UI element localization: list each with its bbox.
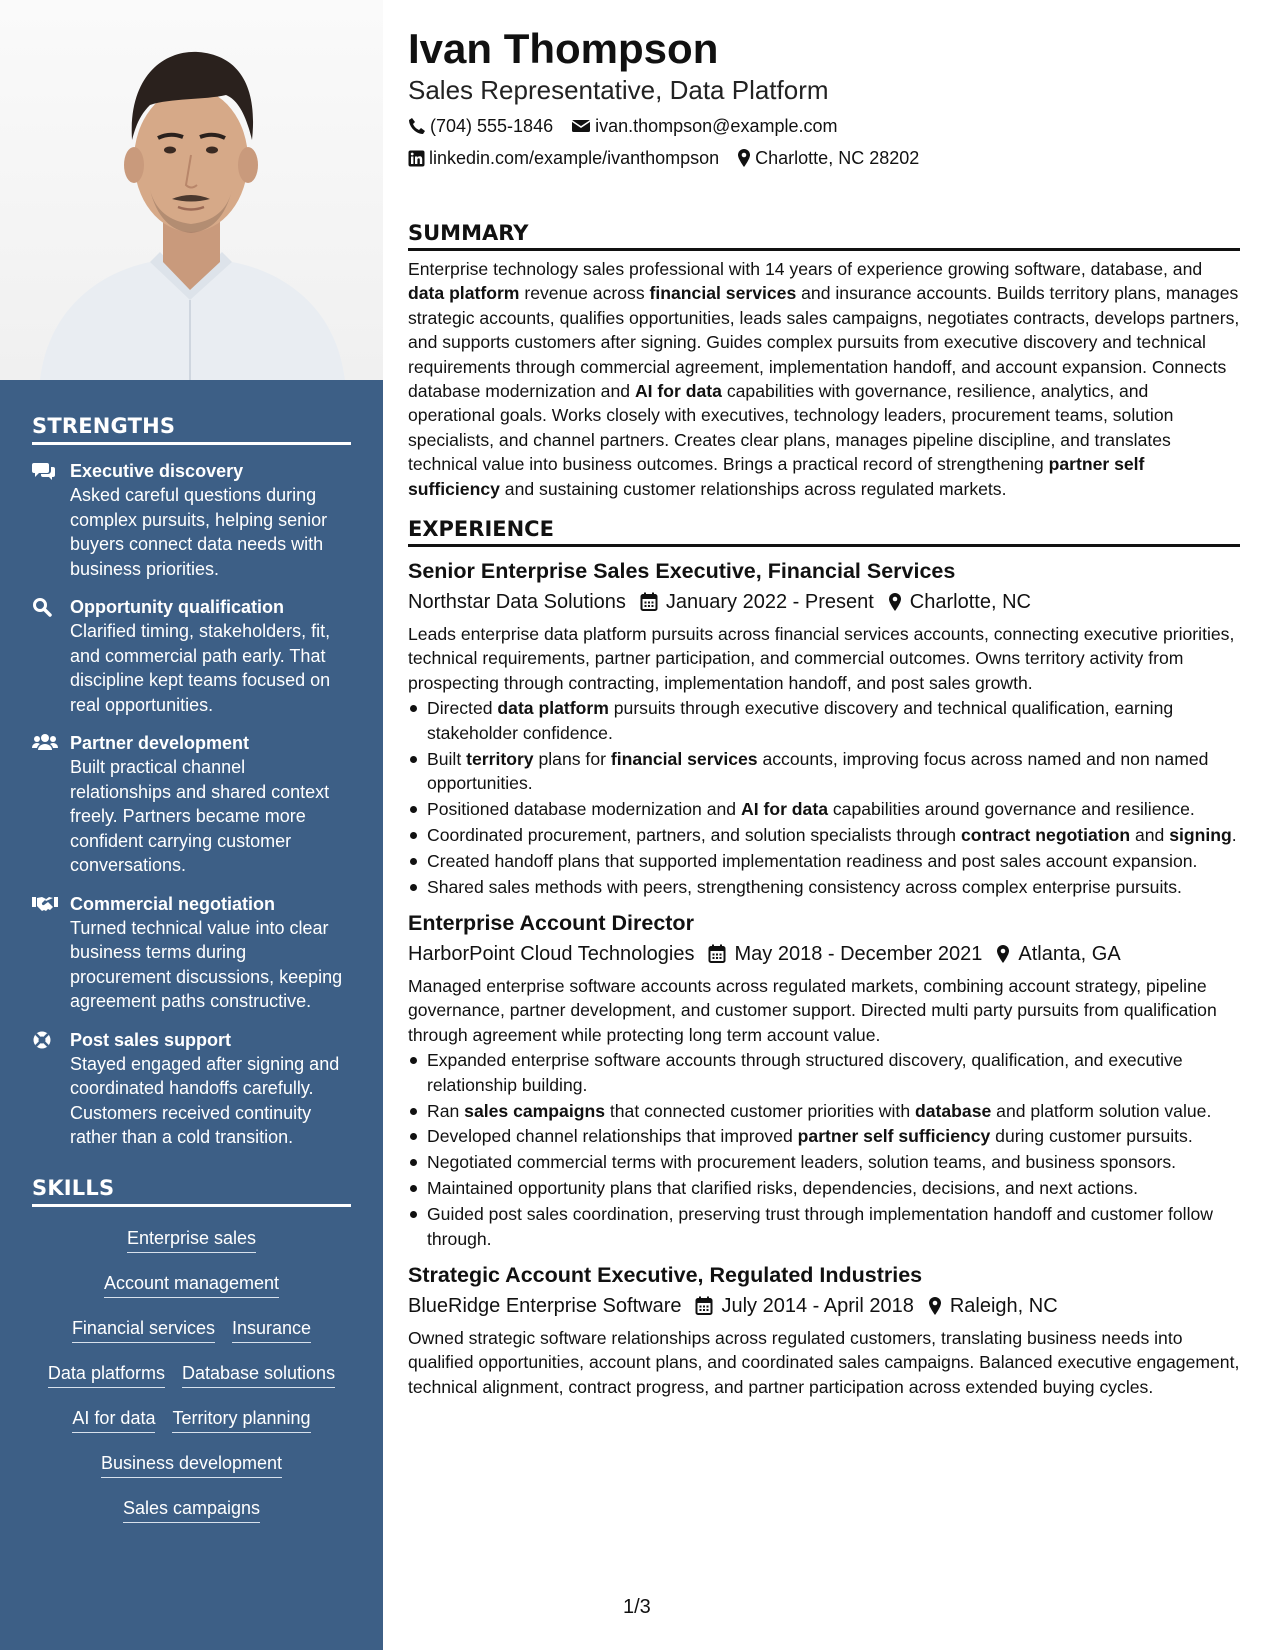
emphasized-text: data platform bbox=[408, 283, 520, 304]
job-bullet bbox=[408, 1099, 1240, 1123]
job-company: HarborPoint Cloud Technologies bbox=[408, 943, 695, 966]
map-marker-icon bbox=[996, 944, 1010, 964]
emphasized-text: territory bbox=[466, 748, 534, 769]
skill-tag: Insurance bbox=[232, 1316, 311, 1343]
job-bullet bbox=[408, 1124, 1240, 1148]
text-run: Directed bbox=[427, 698, 498, 719]
text-run: Shared sales methods with peers, strengthening consistency across complex enterprise pursuits. bbox=[427, 876, 1182, 897]
job-bullet bbox=[408, 875, 1240, 899]
strength-description: Built practical channel relationships and shared context freely. Partners became more confident carrying customer conversations. bbox=[70, 757, 330, 875]
strength-title: Post sales support bbox=[70, 1029, 232, 1050]
text-run: Positioned database modernization and bbox=[427, 798, 741, 819]
text-run: that connected customer priorities with bbox=[605, 1100, 915, 1121]
emphasized-text: data platform bbox=[497, 698, 609, 719]
map-marker-icon bbox=[737, 148, 751, 168]
job-dates-item bbox=[695, 1292, 913, 1320]
text-run: and sustaining customer relationships across regulated markets. bbox=[499, 478, 1007, 499]
job-title: Strategic Account Executive, Regulated Industries bbox=[408, 1263, 923, 1287]
main-content bbox=[408, 0, 1240, 1400]
text-run: Created handoff plans that supported implementation readiness and post sales account expansion. bbox=[427, 850, 1198, 871]
search-icon bbox=[32, 595, 70, 717]
job-description: Owned strategic software relationships across regulated customers, translating business needs into qualified opportunities, account plans, and coordinated sales campaigns. Balanced executive engagement, technical alignment, contract progress, and partner participation across extended buying cycles. bbox=[408, 1328, 1240, 1397]
job-company: BlueRidge Enterprise Software bbox=[408, 1295, 682, 1317]
emphasized-text: partner self sufficiency bbox=[408, 454, 1145, 499]
text-run: Maintained opportunity plans that clarified risks, dependencies, decisions, and next actions. bbox=[427, 1178, 1139, 1199]
text-run: Guided post sales coordination, preserving trust through implementation handoff and customer follow through. bbox=[427, 1204, 1213, 1249]
job-dates: January 2022 - Present bbox=[665, 591, 874, 614]
job-entry bbox=[408, 1261, 1240, 1399]
strength-title: Commercial negotiation bbox=[70, 893, 276, 914]
portrait-image bbox=[0, 0, 383, 380]
text-run: pursuits through executive discovery and technical qualification, earning stakeholder confidence. bbox=[427, 698, 1174, 743]
text-run: during customer pursuits. bbox=[990, 1126, 1193, 1147]
job-dates-item bbox=[640, 588, 874, 616]
candidate-name: Ivan Thompson bbox=[408, 25, 719, 72]
calendar-icon bbox=[640, 592, 658, 612]
job-bullet bbox=[408, 1202, 1240, 1251]
job-bullets bbox=[408, 696, 1240, 899]
job-location: Atlanta, GA bbox=[1018, 943, 1121, 966]
linkedin-contact[interactable] bbox=[408, 146, 719, 170]
job-location: Charlotte, NC bbox=[909, 591, 1031, 614]
job-location-item bbox=[996, 940, 1120, 968]
strength-title: Partner development bbox=[70, 733, 250, 753]
text-run: and insurance accounts. Builds territory plans, manages strategic accounts, qualifies opportunities, leads sales campaigns, negotiates contracts, develops partners, and supports customers after signing. Guides complex pursuits from executive discovery and technical requirements through commercial agreement, implementation handoff, and account expansion. Connects database modernization and bbox=[408, 283, 1240, 402]
text-run: Negotiated commercial terms with procurement leaders, solution teams, and business sponsors. bbox=[427, 1152, 1177, 1173]
job-meta bbox=[408, 588, 1240, 616]
job-dates: July 2014 - April 2018 bbox=[721, 1295, 914, 1317]
skill-tag: Account management bbox=[104, 1271, 279, 1298]
skill-tag: Territory planning bbox=[172, 1406, 310, 1433]
summary-heading: SUMMARY bbox=[408, 221, 1240, 251]
skill-tag: Sales campaigns bbox=[123, 1496, 260, 1523]
contact-row bbox=[408, 114, 1240, 138]
job-bullet bbox=[408, 1048, 1240, 1097]
emphasized-text: financial services bbox=[610, 748, 758, 769]
location-contact bbox=[737, 146, 919, 170]
users-icon bbox=[32, 731, 70, 878]
strength-item bbox=[32, 731, 351, 878]
skill-tag: Enterprise sales bbox=[127, 1226, 256, 1253]
job-title: Enterprise Account Director bbox=[408, 911, 694, 936]
skill-tag: Database solutions bbox=[182, 1361, 335, 1388]
sidebar bbox=[0, 0, 383, 1650]
calendar-icon bbox=[695, 1296, 713, 1316]
text-run: Built bbox=[427, 748, 467, 769]
job-description: Leads enterprise data platform pursuits across financial services accounts, connecting executive priorities, technical requirements, partner participation, and commercial outcomes. Owns territory activity from prospecting through contracting, implementation handoff, and post sales growth. bbox=[408, 624, 1235, 693]
emphasized-text: sales campaigns bbox=[464, 1100, 605, 1121]
job-dates-item bbox=[708, 940, 982, 968]
strengths-heading: STRENGTHS bbox=[32, 414, 351, 445]
experience-heading: EXPERIENCE bbox=[408, 517, 1240, 547]
emphasized-text: database bbox=[915, 1100, 992, 1121]
job-description: Managed enterprise software accounts across regulated markets, combining account strategy, pipeline governance, partner development, and customer support. Directed multi party pursuits from qualification through agreement while protecting long term account value. bbox=[408, 976, 1217, 1045]
linkedin-icon bbox=[408, 150, 425, 167]
text-run: Enterprise technology sales professional with 14 years of experience growing software, database, and bbox=[408, 259, 1203, 279]
job-company: Northstar Data Solutions bbox=[408, 591, 626, 614]
text-run: Coordinated procurement, partners, and solution specialists through bbox=[427, 824, 961, 845]
strength-description: Stayed engaged after signing and coordinated handoffs carefully. Customers received continuity rather than a cold transition. bbox=[70, 1053, 340, 1147]
text-run: revenue across bbox=[519, 283, 650, 304]
strength-title: Executive discovery bbox=[70, 461, 244, 481]
lifebuoy-icon bbox=[32, 1028, 70, 1150]
skill-tag: Financial services bbox=[72, 1316, 215, 1343]
job-bullet bbox=[408, 696, 1240, 745]
job-location-item bbox=[888, 588, 1031, 616]
job-bullet bbox=[408, 1176, 1240, 1200]
job-entry bbox=[408, 557, 1240, 899]
phone-contact bbox=[408, 114, 553, 138]
job-meta bbox=[408, 940, 1240, 968]
strength-title: Opportunity qualification bbox=[70, 597, 284, 617]
text-run: Expanded enterprise software accounts through structured discovery, qualification, and executive relationship building. bbox=[427, 1050, 1183, 1095]
emphasized-text: partner self sufficiency bbox=[797, 1126, 991, 1147]
text-run: capabilities with governance, resilience, analytics, and operational goals. Works closely with executives, technology leaders, procurement teams, solution specialists, and channel partners. Creates clear plans, manages pipeline discipline, and translates technical value into business outcomes. Brings a practical record of strengthening bbox=[408, 381, 1174, 475]
email-address: ivan.thompson@example.com bbox=[595, 116, 838, 136]
emphasized-text: AI for data bbox=[634, 381, 722, 402]
experience-list bbox=[408, 557, 1240, 1399]
emphasized-text: contract negotiation bbox=[960, 824, 1131, 845]
job-entry bbox=[408, 909, 1240, 1251]
candidate-headline: Sales Representative, Data Platform bbox=[408, 75, 829, 105]
job-bullet bbox=[408, 1150, 1240, 1174]
job-title: Senior Enterprise Sales Executive, Financial Services bbox=[408, 559, 956, 584]
job-bullet bbox=[408, 849, 1240, 873]
job-bullets bbox=[408, 1048, 1240, 1251]
text-run: and bbox=[1130, 824, 1170, 845]
emphasized-text: financial services bbox=[649, 283, 797, 304]
job-meta bbox=[408, 1292, 1240, 1320]
skill-tag: AI for data bbox=[72, 1406, 155, 1433]
strength-item bbox=[32, 459, 351, 581]
skills-list bbox=[32, 1217, 351, 1532]
envelope-icon bbox=[571, 118, 591, 134]
text-run: accounts, improving focus across named and non named opportunities. bbox=[427, 748, 1209, 793]
comments-icon bbox=[32, 459, 70, 581]
job-bullet bbox=[408, 797, 1240, 821]
profile-photo bbox=[0, 0, 383, 380]
job-location-item bbox=[928, 1292, 1058, 1320]
text-run: capabilities around governance and resilience. bbox=[827, 798, 1195, 819]
linkedin-url: linkedin.com/example/ivanthompson bbox=[429, 148, 720, 168]
location-text: Charlotte, NC 28202 bbox=[755, 148, 920, 168]
phone-number: (704) 555-1846 bbox=[430, 116, 554, 136]
text-run: plans for bbox=[533, 748, 611, 769]
map-marker-icon bbox=[888, 592, 902, 612]
skills-heading: SKILLS bbox=[32, 1176, 351, 1207]
emphasized-text: AI for data bbox=[740, 798, 828, 819]
strength-description: Asked careful questions during complex pursuits, helping senior buyers connect data needs with business priorities. bbox=[70, 485, 328, 579]
job-bullet bbox=[408, 823, 1240, 847]
calendar-icon bbox=[708, 944, 726, 964]
skill-tag: Data platforms bbox=[48, 1361, 165, 1388]
strength-item bbox=[32, 1028, 351, 1150]
map-marker-icon bbox=[928, 1296, 942, 1316]
job-dates: May 2018 - December 2021 bbox=[734, 943, 983, 966]
text-run: Developed channel relationships that improved bbox=[427, 1126, 798, 1147]
phone-icon bbox=[408, 117, 426, 135]
strength-description: Turned technical value into clear business terms during procurement discussions, keeping agreement paths constructive. bbox=[70, 917, 343, 1011]
page-number: 1/3 bbox=[623, 1596, 651, 1618]
handshake-icon bbox=[32, 892, 70, 1014]
email-contact[interactable] bbox=[571, 114, 837, 138]
strength-description: Clarified timing, stakeholders, fit, and commercial path early. That discipline kept teams focused on real opportunities. bbox=[70, 621, 331, 715]
text-run: and platform solution value. bbox=[991, 1100, 1212, 1121]
emphasized-text: signing bbox=[1169, 824, 1232, 845]
strength-item bbox=[32, 892, 351, 1014]
contact-row bbox=[408, 146, 1240, 170]
skill-tag: Business development bbox=[101, 1451, 282, 1478]
text-run: Ran bbox=[427, 1100, 465, 1121]
job-bullet bbox=[408, 747, 1240, 796]
text-run: . bbox=[1231, 824, 1237, 845]
strength-item bbox=[32, 595, 351, 717]
summary-text bbox=[408, 257, 1240, 501]
job-location: Raleigh, NC bbox=[949, 1295, 1058, 1317]
